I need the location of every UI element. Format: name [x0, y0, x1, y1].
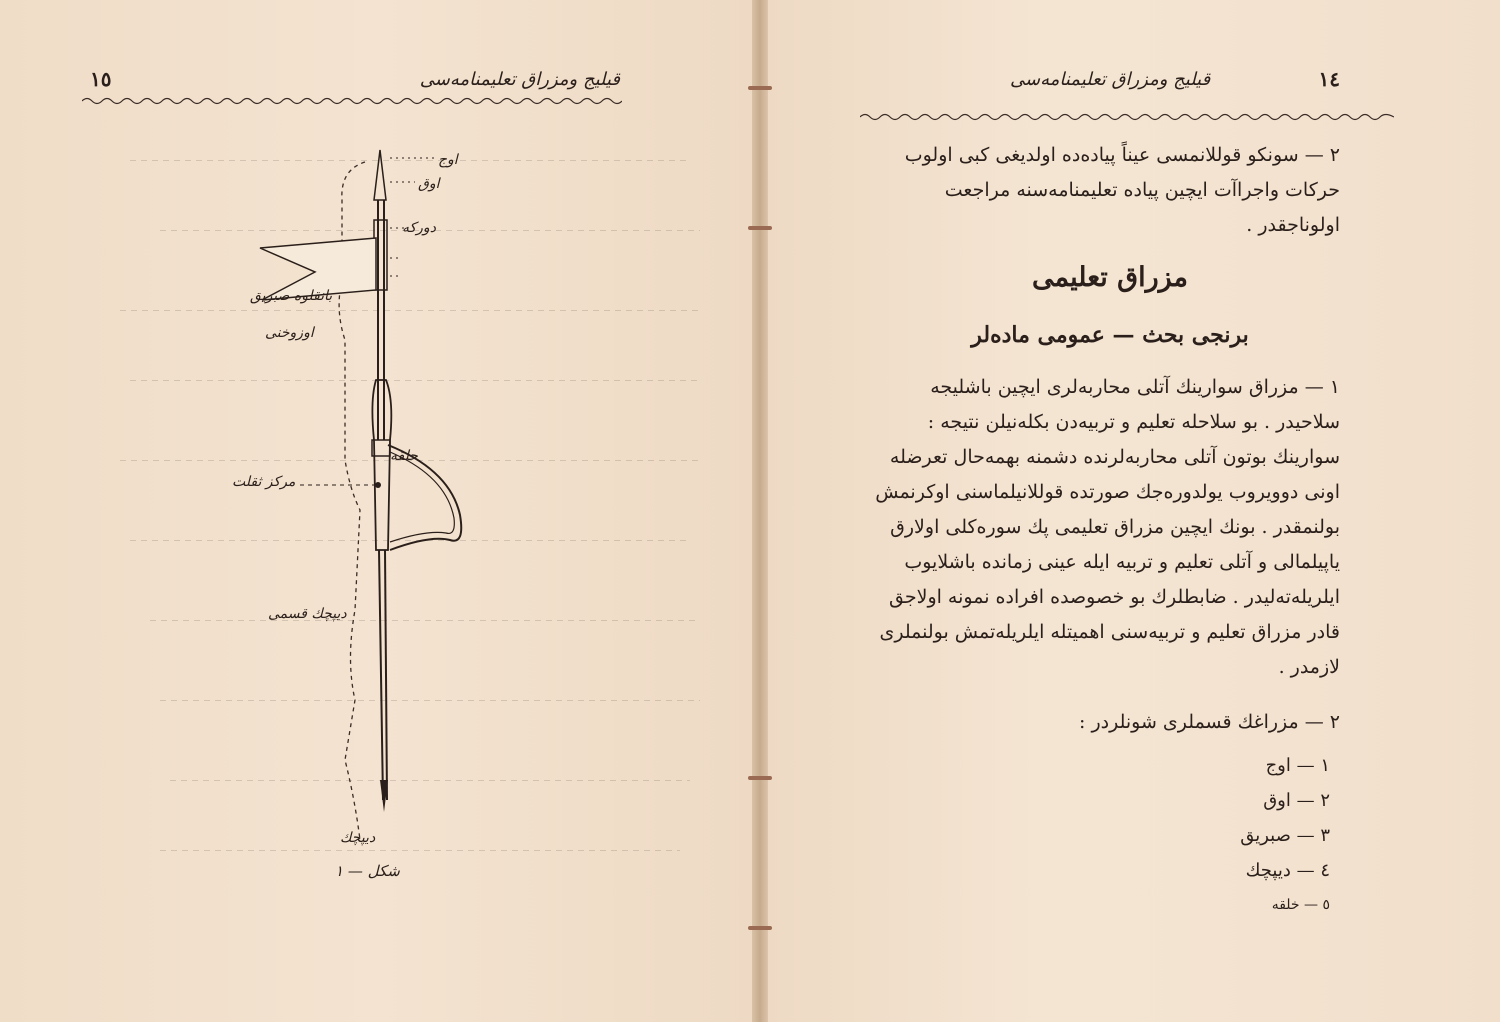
list-item: ٣ — صبريق	[1240, 825, 1330, 846]
lance-drawing	[150, 140, 530, 900]
lance-figure	[150, 140, 530, 900]
figure-label: ديپچك قسمی	[268, 606, 347, 622]
lance-parts-list	[1190, 748, 1330, 923]
paragraph-lance-purpose: ١ — مزراق سوارينك آتلی محاربه‌لری ايچين باشليجه سلاحيدر . بو سلاحله تعليم و تربيه‌دن بكله‌نيلن نتيجه : سوارينك بوتون آتلی محاربه‌لرنده دشمنه بهمه‌حال تعرضله اونی دوويروب يولدوره‌جك صورتده قوللانيلماسنی اوكرنمش بولنمقدر . بونك ايچين مزراق تعليمی پك سوره‌كلی اولارق ياپيلمالی و آتلی تعليم و تربيه ايله عينی زمانده باشلايوب ايلريله‌ته‌ليدر . ضابطلرك بو خصوصده افراده نمونه اولاجق قادر مزراق تعليم و تربيه‌سنی اهميتله ايلريله‌تمش بولنملری لازمدر .	[875, 376, 1340, 678]
figure-label: بانقلوه صبريق	[250, 288, 333, 304]
figure-label: اوق	[418, 176, 440, 192]
header-wavy-rule	[860, 112, 1394, 122]
figure-caption: شكل — ١	[335, 862, 400, 880]
running-title: قيليج ومزراق تعليمنامه‌سی	[1010, 68, 1211, 90]
binding-stitch	[748, 86, 772, 90]
page-number: ١٥	[90, 67, 112, 91]
right-page-header	[1010, 64, 1340, 94]
list-item: ٥ — خلقه	[1271, 897, 1330, 913]
figure-label: اوج	[438, 152, 458, 168]
running-title: قيليج ومزراق تعليمنامه‌سی	[419, 68, 620, 90]
list-item: ١ — اوج	[1265, 755, 1330, 776]
binding-stitch	[748, 226, 772, 230]
figure-label: حلقه	[390, 448, 418, 464]
figure-label: اوزوخنی	[265, 325, 314, 341]
left-page-header	[90, 64, 620, 94]
section-title: مزراق تعليمی	[1032, 262, 1188, 293]
paragraph-lance-parts-intro: ٢ — مزراغك قسملری شونلردر :	[1079, 711, 1340, 733]
figure-label: دوركه	[402, 220, 436, 236]
binding-stitch	[748, 926, 772, 930]
figure-label: ديپچك	[340, 830, 376, 846]
binding-stitch	[748, 776, 772, 780]
page-number: ١٤	[1318, 67, 1340, 91]
paragraph-bayonet-usage: ٢ — سونكو قوللانمسی عيناً پياده‌ده اولديغی كبی اولوب حركات واجراآت ايچين پياده تعليمنامه‌سنه مراجعت اولوناجقدر .	[904, 144, 1340, 236]
list-item: ٤ — ديپچك	[1245, 860, 1330, 881]
header-wavy-rule	[82, 96, 622, 106]
chapter-subtitle: برنجی بحث — عمومی ماده‌لر	[971, 322, 1249, 348]
book-gutter	[752, 0, 768, 1022]
list-item: ٢ — اوق	[1263, 790, 1330, 811]
figure-label: مركز ثقلت	[232, 474, 296, 490]
